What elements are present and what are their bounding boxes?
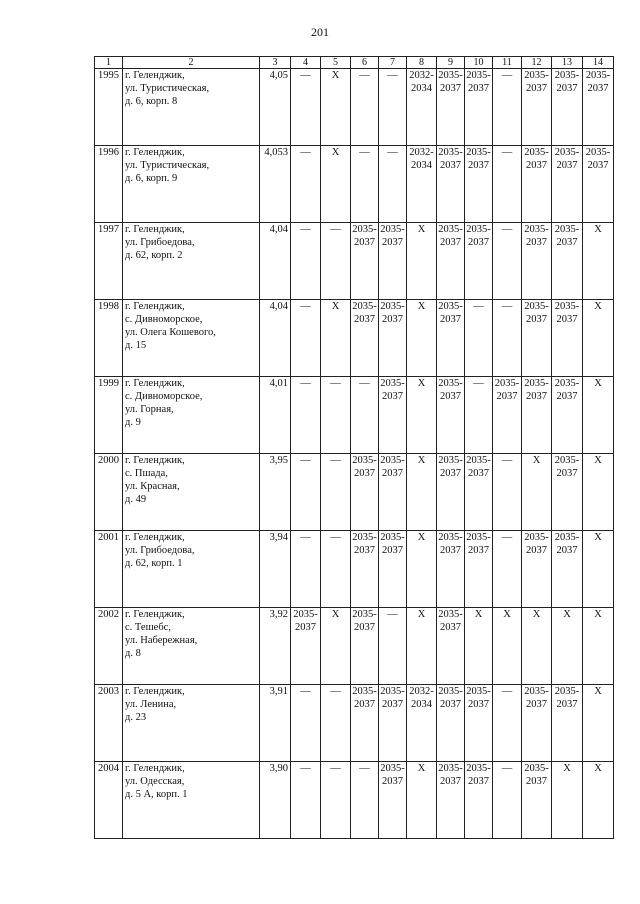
column-number: 13 <box>552 57 583 69</box>
period-cell: — <box>493 531 522 608</box>
column-number: 8 <box>407 57 437 69</box>
value-cell: 4,01 <box>260 377 291 454</box>
period-cell: X <box>583 608 614 685</box>
period-cell: — <box>465 300 493 377</box>
column-number: 3 <box>260 57 291 69</box>
period-cell: — <box>465 377 493 454</box>
row-number-cell: 1999 <box>95 377 123 454</box>
period-cell: X <box>552 762 583 839</box>
value-cell: 4,04 <box>260 300 291 377</box>
column-number: 10 <box>465 57 493 69</box>
period-cell: — <box>321 377 351 454</box>
period-cell: 2035- 2037 <box>351 608 379 685</box>
period-cell: 2035- 2037 <box>351 531 379 608</box>
period-cell: — <box>493 300 522 377</box>
row-number-cell: 1997 <box>95 223 123 300</box>
column-number: 11 <box>493 57 522 69</box>
page-number: 201 <box>311 25 329 39</box>
address-cell: г. Геленджик, ул. Туристическая, д. 6, корп. 8 <box>123 69 260 146</box>
period-cell: 2035- 2037 <box>583 69 614 146</box>
period-cell: 2032- 2034 <box>407 685 437 762</box>
period-cell: 2035- 2037 <box>437 762 465 839</box>
period-cell: — <box>291 531 321 608</box>
period-cell: — <box>321 762 351 839</box>
table-row <box>95 454 614 531</box>
period-cell: 2035- 2037 <box>552 377 583 454</box>
column-number: 7 <box>379 57 407 69</box>
period-cell: 2032- 2034 <box>407 69 437 146</box>
period-cell: 2035- 2037 <box>583 146 614 223</box>
period-cell: 2035- 2037 <box>465 762 493 839</box>
period-cell: 2035- 2037 <box>379 531 407 608</box>
period-cell: X <box>407 531 437 608</box>
period-cell: — <box>493 69 522 146</box>
period-cell: — <box>321 223 351 300</box>
table-row <box>95 608 614 685</box>
period-cell: X <box>321 608 351 685</box>
table-row <box>95 377 614 454</box>
period-cell: X <box>583 223 614 300</box>
value-cell: 3,90 <box>260 762 291 839</box>
period-cell: — <box>379 608 407 685</box>
table-row <box>95 685 614 762</box>
period-cell: 2035- 2037 <box>437 608 465 685</box>
table-row <box>95 223 614 300</box>
period-cell: — <box>379 146 407 223</box>
period-cell: 2035- 2037 <box>437 685 465 762</box>
period-cell: 2035- 2037 <box>552 146 583 223</box>
period-cell: 2035- 2037 <box>379 300 407 377</box>
row-number-cell: 2001 <box>95 531 123 608</box>
period-cell: — <box>351 69 379 146</box>
table-row <box>95 531 614 608</box>
column-number: 5 <box>321 57 351 69</box>
period-cell: 2032- 2034 <box>407 146 437 223</box>
period-cell: X <box>407 223 437 300</box>
period-cell: 2035- 2037 <box>552 685 583 762</box>
period-cell: 2035- 2037 <box>493 377 522 454</box>
period-cell: X <box>583 685 614 762</box>
period-cell: 2035- 2037 <box>522 377 552 454</box>
period-cell: — <box>321 454 351 531</box>
period-cell: — <box>493 454 522 531</box>
period-cell: 2035- 2037 <box>522 146 552 223</box>
column-number: 2 <box>123 57 260 69</box>
period-cell: X <box>583 454 614 531</box>
period-cell: 2035- 2037 <box>437 146 465 223</box>
address-cell: г. Геленджик, ул. Одесская, д. 5 А, корп. 1 <box>123 762 260 839</box>
period-cell: — <box>493 685 522 762</box>
address-cell: г. Геленджик, ул. Грибоедова, д. 62, корп. 1 <box>123 531 260 608</box>
period-cell: X <box>407 608 437 685</box>
row-number-cell: 2002 <box>95 608 123 685</box>
period-cell: 2035- 2037 <box>522 685 552 762</box>
period-cell: X <box>407 377 437 454</box>
period-cell: — <box>321 531 351 608</box>
period-cell: 2035- 2037 <box>437 69 465 146</box>
row-number-cell: 2000 <box>95 454 123 531</box>
period-cell: 2035- 2037 <box>437 531 465 608</box>
value-cell: 4,05 <box>260 69 291 146</box>
period-cell: — <box>291 762 321 839</box>
row-number-cell: 2003 <box>95 685 123 762</box>
period-cell: 2035- 2037 <box>351 685 379 762</box>
period-cell: X <box>407 762 437 839</box>
period-cell: X <box>407 454 437 531</box>
column-number: 6 <box>351 57 379 69</box>
value-cell: 3,92 <box>260 608 291 685</box>
period-cell: — <box>291 685 321 762</box>
period-cell: — <box>379 69 407 146</box>
period-cell: 2035- 2037 <box>522 300 552 377</box>
period-cell: X <box>522 608 552 685</box>
period-cell: 2035- 2037 <box>552 531 583 608</box>
period-cell: — <box>291 300 321 377</box>
row-number-cell: 2004 <box>95 762 123 839</box>
period-cell: X <box>321 146 351 223</box>
address-cell: г. Геленджик, с. Пшада, ул. Красная, д. 49 <box>123 454 260 531</box>
period-cell: 2035- 2037 <box>522 762 552 839</box>
period-cell: 2035- 2037 <box>552 454 583 531</box>
period-cell: 2035- 2037 <box>522 69 552 146</box>
period-cell: 2035- 2037 <box>351 223 379 300</box>
period-cell: — <box>493 762 522 839</box>
address-cell: г. Геленджик, с. Дивноморское, ул. Олега Кошевого, д. 15 <box>123 300 260 377</box>
column-number-row <box>95 57 614 69</box>
period-cell: 2035- 2037 <box>379 685 407 762</box>
period-cell: 2035- 2037 <box>552 300 583 377</box>
period-cell: X <box>493 608 522 685</box>
table-row <box>95 146 614 223</box>
period-cell: — <box>493 223 522 300</box>
period-cell: 2035- 2037 <box>522 223 552 300</box>
period-cell: — <box>351 146 379 223</box>
column-number: 12 <box>522 57 552 69</box>
period-cell: 2035- 2037 <box>437 454 465 531</box>
period-cell: 2035- 2037 <box>437 377 465 454</box>
period-cell: X <box>583 762 614 839</box>
period-cell: 2035- 2037 <box>465 454 493 531</box>
address-cell: г. Геленджик, ул. Грибоедова, д. 62, корп. 2 <box>123 223 260 300</box>
period-cell: 2035- 2037 <box>379 223 407 300</box>
period-cell: X <box>321 300 351 377</box>
period-cell: — <box>321 685 351 762</box>
period-cell: 2035- 2037 <box>552 69 583 146</box>
period-cell: 2035- 2037 <box>522 531 552 608</box>
period-cell: X <box>583 300 614 377</box>
address-cell: г. Геленджик, с. Дивноморское, ул. Горная, д. 9 <box>123 377 260 454</box>
period-cell: — <box>351 377 379 454</box>
table-row <box>95 762 614 839</box>
column-number: 9 <box>437 57 465 69</box>
period-cell: 2035- 2037 <box>379 454 407 531</box>
period-cell: X <box>552 608 583 685</box>
address-cell: г. Геленджик, с. Тешебс, ул. Набережная, д. 8 <box>123 608 260 685</box>
row-number-cell: 1998 <box>95 300 123 377</box>
period-cell: 2035- 2037 <box>465 146 493 223</box>
column-number: 4 <box>291 57 321 69</box>
housing-register-table <box>94 56 614 839</box>
period-cell: — <box>493 146 522 223</box>
period-cell: 2035- 2037 <box>465 531 493 608</box>
period-cell: X <box>583 531 614 608</box>
period-cell: X <box>407 300 437 377</box>
period-cell: — <box>291 146 321 223</box>
period-cell: X <box>321 69 351 146</box>
period-cell: 2035- 2037 <box>437 300 465 377</box>
period-cell: X <box>583 377 614 454</box>
value-cell: 4,053 <box>260 146 291 223</box>
period-cell: — <box>291 223 321 300</box>
period-cell: 2035- 2037 <box>351 454 379 531</box>
period-cell: 2035- 2037 <box>465 69 493 146</box>
value-cell: 3,95 <box>260 454 291 531</box>
period-cell: 2035- 2037 <box>437 223 465 300</box>
period-cell: X <box>465 608 493 685</box>
column-number: 1 <box>95 57 123 69</box>
period-cell: 2035- 2037 <box>379 377 407 454</box>
period-cell: — <box>291 69 321 146</box>
period-cell: 2035- 2037 <box>379 762 407 839</box>
period-cell: 2035- 2037 <box>465 223 493 300</box>
period-cell: — <box>351 762 379 839</box>
period-cell: 2035- 2037 <box>465 685 493 762</box>
period-cell: 2035- 2037 <box>291 608 321 685</box>
row-number-cell: 1996 <box>95 146 123 223</box>
table-row <box>95 69 614 146</box>
period-cell: — <box>291 377 321 454</box>
value-cell: 4,04 <box>260 223 291 300</box>
period-cell: — <box>291 454 321 531</box>
address-cell: г. Геленджик, ул. Туристическая, д. 6, корп. 9 <box>123 146 260 223</box>
column-number: 14 <box>583 57 614 69</box>
table-row <box>95 300 614 377</box>
address-cell: г. Геленджик, ул. Ленина, д. 23 <box>123 685 260 762</box>
period-cell: 2035- 2037 <box>351 300 379 377</box>
period-cell: 2035- 2037 <box>552 223 583 300</box>
row-number-cell: 1995 <box>95 69 123 146</box>
period-cell: X <box>522 454 552 531</box>
value-cell: 3,94 <box>260 531 291 608</box>
value-cell: 3,91 <box>260 685 291 762</box>
